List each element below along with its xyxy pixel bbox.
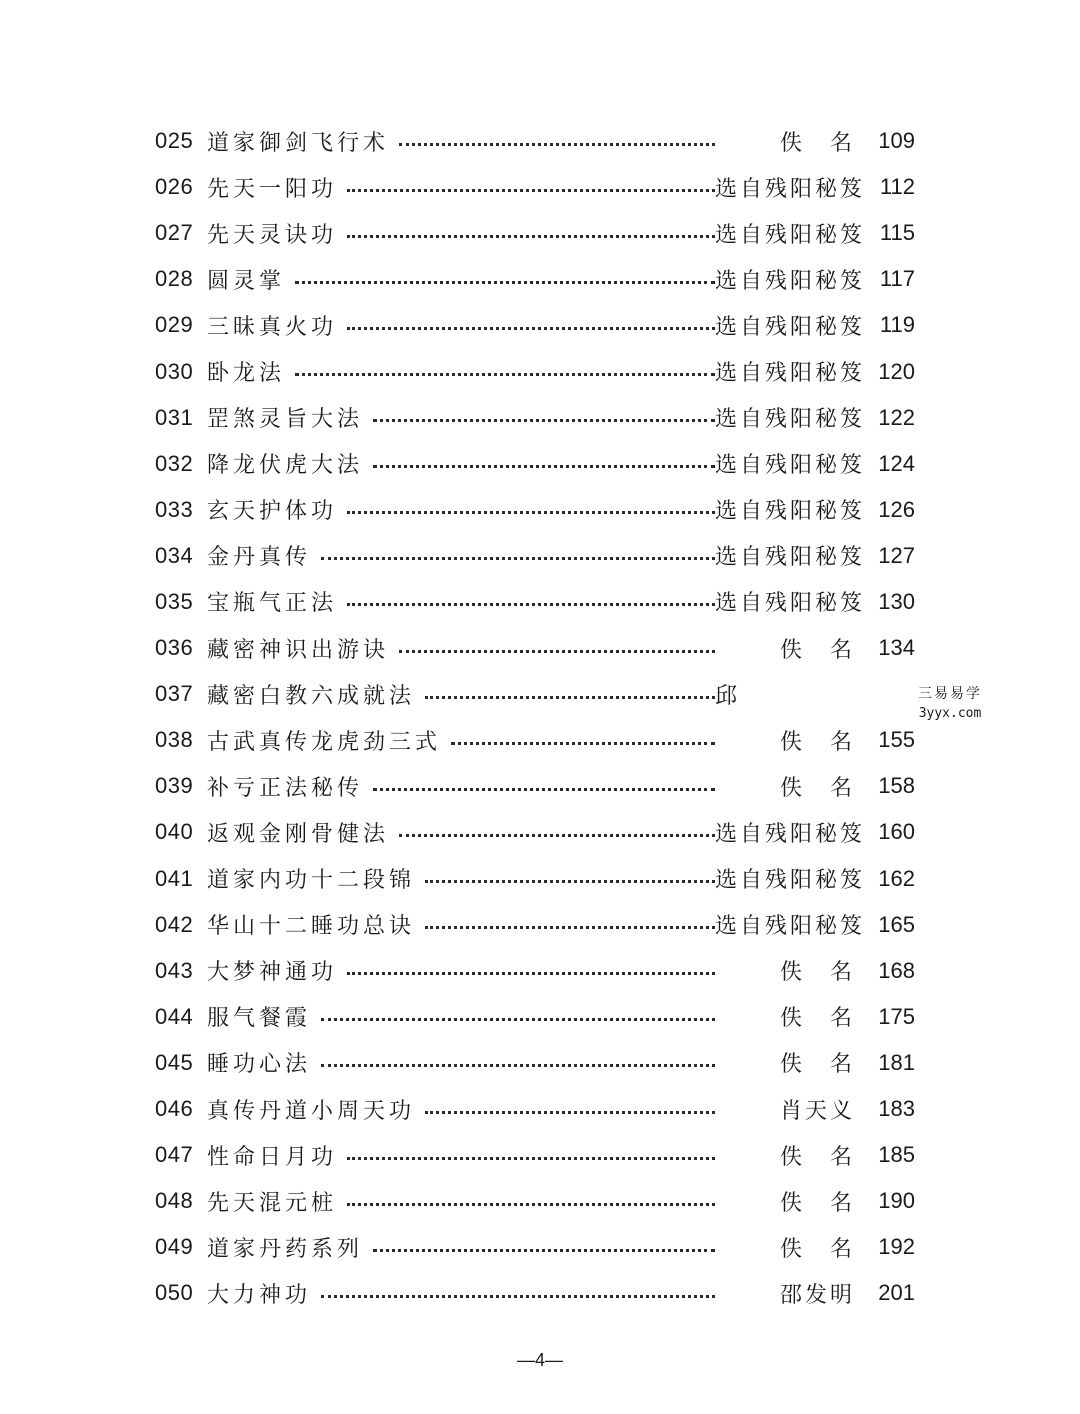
toc-entry-title: 服气餐霞 — [207, 1006, 312, 1032]
toc-leader-dots — [321, 1016, 715, 1021]
toc-entry — [155, 302, 915, 348]
toc-entry-page: 124 — [878, 450, 915, 476]
toc-entry-number: 049 — [155, 1234, 194, 1260]
toc-entry-page: 127 — [878, 542, 915, 568]
watermark-url: 3yyx.com — [918, 706, 982, 721]
toc-leader-dots — [295, 279, 715, 284]
toc-entry-source: 选自残阳秘笈 — [715, 821, 866, 847]
toc-entry — [155, 1132, 915, 1178]
toc-leader-dots — [373, 463, 715, 468]
toc-leader-dots — [347, 970, 715, 975]
toc-entry-title: 道家内功十二段锦 — [207, 868, 416, 894]
toc-entry — [155, 809, 915, 855]
toc-entry-title: 玄天护体功 — [207, 499, 338, 525]
toc-leader-dots — [347, 509, 715, 514]
toc-entry — [155, 1270, 915, 1316]
toc-entry-number: 039 — [155, 773, 194, 799]
toc-entry — [155, 1224, 915, 1270]
toc-entry-number: 031 — [155, 404, 194, 430]
toc-entry-page: 115 — [879, 220, 915, 246]
toc-entry-page: 175 — [878, 1003, 915, 1029]
toc-leader-dots — [425, 694, 715, 699]
toc-entry-title: 大梦神通功 — [207, 960, 338, 986]
toc-entry-source: 选自残阳秘笈 — [715, 868, 866, 894]
toc-entry — [155, 256, 915, 302]
toc-entry-page: 109 — [878, 128, 915, 154]
toc-leader-dots — [321, 555, 715, 560]
toc-entry-number: 025 — [155, 128, 194, 154]
toc-entry-page: 119 — [879, 312, 915, 338]
toc-entry-page: 158 — [878, 773, 915, 799]
toc-entry-source: 佚 名 — [779, 637, 855, 663]
toc-entry-source: 选自残阳秘笈 — [715, 499, 866, 525]
toc-entry-source: 选自残阳秘笈 — [715, 268, 866, 294]
toc-leader-dots — [295, 371, 715, 376]
toc-entry-page: 183 — [878, 1096, 915, 1122]
toc-entry-title: 返观金刚骨健法 — [207, 821, 390, 847]
toc-entry-source: 选自残阳秘笈 — [715, 407, 866, 433]
toc-entry-source: 佚 名 — [779, 1052, 855, 1078]
toc-entry-page: 160 — [878, 819, 915, 845]
toc-entry-number: 045 — [155, 1049, 194, 1075]
toc-entry-number: 033 — [155, 496, 194, 522]
toc-entry-page: 155 — [878, 727, 915, 753]
toc-entry-page: 190 — [878, 1188, 915, 1214]
toc-leader-dots — [321, 1062, 715, 1067]
toc-entry-source: 邵发明 — [779, 1282, 855, 1308]
toc-entry-number: 032 — [155, 450, 194, 476]
toc-entry-number: 044 — [155, 1003, 194, 1029]
toc-entry-number: 034 — [155, 542, 194, 568]
toc-entry-page: 168 — [878, 957, 915, 983]
toc-leader-dots — [451, 740, 715, 745]
toc-entry-page: 117 — [879, 266, 915, 292]
toc-entry-number: 026 — [155, 174, 194, 200]
toc-leader-dots — [347, 233, 715, 238]
toc-entry — [155, 1086, 915, 1132]
toc-entry — [155, 348, 915, 394]
toc-entry — [155, 856, 915, 902]
toc-entry — [155, 671, 915, 717]
toc-entry — [155, 579, 915, 625]
toc-entry — [155, 902, 915, 948]
toc-entry-title: 先天灵诀功 — [207, 222, 338, 248]
toc-entry-number: 047 — [155, 1142, 194, 1168]
toc-entry-number: 042 — [155, 911, 194, 937]
toc-entry-page: 134 — [878, 635, 915, 661]
toc-entry-source: 肖天义 — [779, 1098, 855, 1124]
toc-entry — [155, 625, 915, 671]
page-number: —4— — [516, 1350, 563, 1370]
toc-entry-number: 048 — [155, 1188, 194, 1214]
toc-entry-title: 圆灵掌 — [207, 268, 286, 294]
toc-entry — [155, 487, 915, 533]
toc-entry — [155, 763, 915, 809]
toc-entry-source: 佚 名 — [779, 1236, 855, 1262]
toc-entry-title: 藏密神识出游诀 — [207, 637, 390, 663]
toc-entry-title: 道家丹药系列 — [207, 1236, 364, 1262]
toc-entry-number: 038 — [155, 727, 194, 753]
toc-entry-source: 佚 名 — [779, 775, 855, 801]
toc-entry-number: 046 — [155, 1096, 194, 1122]
toc-entry-title: 罡煞灵旨大法 — [207, 407, 364, 433]
toc-entry — [155, 164, 915, 210]
toc-entry-number: 036 — [155, 635, 194, 661]
toc-entry-title: 降龙伏虎大法 — [207, 453, 364, 479]
watermark-name: 三易易学 — [918, 686, 982, 702]
toc-entry-title: 真传丹道小周天功 — [207, 1098, 416, 1124]
toc-entry-page: 122 — [878, 404, 915, 430]
toc-entry-number: 037 — [155, 681, 194, 707]
toc-entry-page: 126 — [878, 496, 915, 522]
toc-entry-source: 选自残阳秘笈 — [715, 361, 866, 387]
toc-entry-source: 佚 名 — [779, 1144, 855, 1170]
toc-entry-page: 201 — [878, 1280, 915, 1306]
toc-leader-dots — [399, 832, 715, 837]
toc-leader-dots — [425, 1109, 715, 1114]
toc-entry-source: 佚 名 — [779, 960, 855, 986]
toc-entry-title: 古武真传龙虎劲三式 — [207, 729, 442, 755]
toc-entry-title: 道家御剑飞行术 — [207, 130, 390, 156]
toc-entry-number: 043 — [155, 957, 194, 983]
toc-entry-title: 宝瓶气正法 — [207, 591, 338, 617]
toc-entry-source: 佚 名 — [779, 729, 855, 755]
toc-entry — [155, 994, 915, 1040]
toc-leader-dots — [399, 141, 715, 146]
watermark-cover — [822, 680, 900, 720]
toc-entry-number: 050 — [155, 1280, 194, 1306]
toc-entry-source: 选自残阳秘笈 — [715, 222, 866, 248]
toc-entry-number: 030 — [155, 358, 194, 384]
toc-entry — [155, 210, 915, 256]
toc-entry-title: 先天一阳功 — [207, 176, 338, 202]
toc-entry-title: 补亏正法秘传 — [207, 775, 364, 801]
toc-entry-page: 120 — [878, 358, 915, 384]
toc-entry-number: 035 — [155, 588, 194, 614]
toc-entry-source: 佚 名 — [779, 1190, 855, 1216]
toc-entry-title: 睡功心法 — [207, 1052, 312, 1078]
toc-entry-source: 佚 名 — [779, 130, 855, 156]
toc-entry-title: 金丹真传 — [207, 545, 312, 571]
toc-entry-page: 165 — [878, 911, 915, 937]
toc-entry — [155, 118, 915, 164]
toc-entry-page: 192 — [878, 1234, 915, 1260]
toc-leader-dots — [373, 786, 715, 791]
toc-entry-source: 选自残阳秘笈 — [715, 545, 866, 571]
toc-entry-title: 卧龙法 — [207, 361, 286, 387]
toc-entry-page: 130 — [878, 588, 915, 614]
toc-entry-source: 佚 名 — [779, 1006, 855, 1032]
toc-entry — [155, 533, 915, 579]
toc-entry-number: 028 — [155, 266, 194, 292]
toc-entry-title: 藏密白教六成就法 — [207, 683, 416, 709]
toc-entry-page: 185 — [878, 1142, 915, 1168]
toc-leader-dots — [347, 1201, 715, 1206]
toc-entry — [155, 717, 915, 763]
toc-entry-title: 华山十二睡功总诀 — [207, 914, 416, 940]
toc-entry — [155, 948, 915, 994]
toc-entry-page: 112 — [879, 174, 915, 200]
toc-entry-source: 选自残阳秘笈 — [715, 314, 866, 340]
toc-entry-title: 三昧真火功 — [207, 314, 338, 340]
toc-leader-dots — [347, 187, 715, 192]
toc-entry-source: 选自残阳秘笈 — [715, 591, 866, 617]
toc-entry-page: 181 — [878, 1049, 915, 1075]
toc-leader-dots — [399, 648, 715, 653]
toc-entry-source: 选自残阳秘笈 — [715, 453, 866, 479]
toc-entry-source: 邱 — [715, 683, 741, 709]
toc-leader-dots — [425, 924, 715, 929]
toc-entry-source: 选自残阳秘笈 — [715, 914, 866, 940]
toc-entry — [155, 1178, 915, 1224]
toc-entry — [155, 441, 915, 487]
toc-entry-number: 029 — [155, 312, 194, 338]
toc-entry-page: 162 — [878, 865, 915, 891]
toc-entry-number: 040 — [155, 819, 194, 845]
toc-entry — [155, 395, 915, 441]
table-of-contents — [155, 118, 915, 1316]
toc-leader-dots — [425, 878, 715, 883]
toc-leader-dots — [373, 417, 715, 422]
toc-entry-title: 先天混元桩 — [207, 1190, 338, 1216]
toc-entry-number: 027 — [155, 220, 194, 246]
watermark — [900, 684, 1000, 724]
toc-leader-dots — [373, 1247, 715, 1252]
toc-leader-dots — [321, 1293, 715, 1298]
toc-leader-dots — [347, 601, 715, 606]
toc-entry — [155, 1040, 915, 1086]
toc-entry-source: 选自残阳秘笈 — [715, 176, 866, 202]
toc-entry-title: 大力神功 — [207, 1282, 312, 1308]
toc-leader-dots — [347, 1155, 715, 1160]
toc-entry-title: 性命日月功 — [207, 1144, 338, 1170]
toc-entry-number: 041 — [155, 865, 194, 891]
toc-leader-dots — [347, 325, 715, 330]
